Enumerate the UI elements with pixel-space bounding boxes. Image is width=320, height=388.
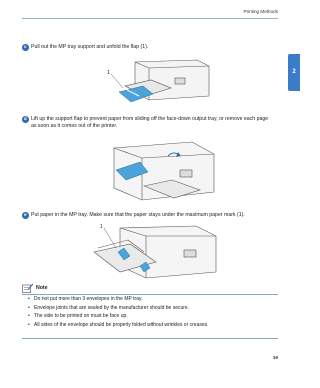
bullet-dot: • (28, 321, 30, 328)
header-rule (22, 18, 278, 19)
note-label: Note (36, 285, 48, 291)
step-text: Put paper in the MP tray. Make sure that the paper stays under the maximum paper mark (1). (31, 212, 245, 218)
note-pencil-icon (22, 283, 33, 293)
illustration-callout: 1 (100, 224, 103, 230)
illustration-callout: 1 (107, 70, 110, 76)
chapter-number: 2 (292, 69, 296, 75)
bullet-dot: • (28, 313, 30, 319)
printer-output-tray-support-flap-illustration (82, 134, 222, 210)
step-text-line: Lift up the support flap to prevent paper from sliding off the face-down output tray, or remove each page (31, 116, 269, 122)
step-number-badge: c (23, 44, 27, 49)
step-text (31, 116, 268, 130)
printer-mp-tray-flap-illustration (105, 54, 217, 108)
note-bottom-rule (22, 338, 278, 339)
step-text: Pull out the MP tray support and unfold the flap (1). (31, 44, 149, 50)
step-text-line: as soon as it comes out of the printer. (31, 123, 118, 129)
step-number-badge: d (23, 116, 27, 121)
page-number: 19 (272, 355, 278, 360)
note-top-rule (22, 294, 278, 295)
bullet-dot: • (28, 296, 30, 302)
printer-mp-tray-paper-mark-illustration (84, 222, 222, 280)
bullet-dot: • (28, 304, 30, 311)
page-header-title: Printing Methods (243, 9, 278, 14)
step-number-badge: e (23, 212, 27, 217)
chapter-tab (288, 54, 300, 91)
